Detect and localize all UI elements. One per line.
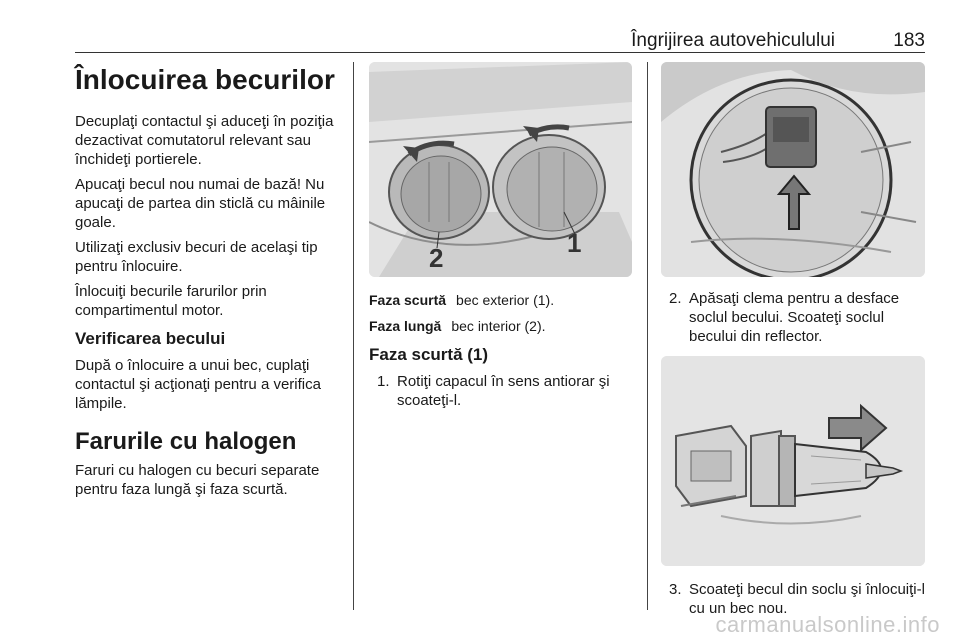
bulb-removal-figure (661, 356, 925, 566)
subheading: Faza scurtă (1) (369, 345, 489, 364)
definition-term: Faza scurtă (369, 292, 447, 308)
column-divider (353, 62, 354, 610)
paragraph: Faruri cu halogen cu becuri separate pentru faza lungă şi faza scurtă. (75, 462, 320, 498)
step-text: Rotiţi capacul în sens antiorar şi scoateţi-l. (397, 373, 610, 409)
definition-list (369, 291, 632, 336)
header-rule (75, 52, 925, 53)
callout-1: 1 (567, 228, 582, 258)
bulb-socket-illustration (661, 62, 925, 277)
headlamp-caps-figure (369, 62, 632, 277)
headlamp-caps-illustration (369, 62, 632, 277)
bulb-socket-figure (661, 62, 925, 277)
definition-item (369, 291, 632, 310)
column-2 (369, 62, 632, 410)
watermark: carmanualsonline.info (715, 612, 940, 637)
section-heading-2: Farurile cu halogen (75, 428, 297, 455)
bulb-removal-illustration (661, 356, 925, 566)
step-text: Scoateţi becul din soclu şi înlocuiţi-l cu un bec nou. (689, 581, 925, 617)
page-number: 183 (893, 30, 925, 51)
definition-desc: bec exterior (1). (456, 292, 555, 308)
callout-2: 2 (429, 243, 444, 273)
paragraph: Apucaţi becul nou numai de bază! Nu apucaţi de partea din sticlă cu mâinile goale. (75, 176, 326, 231)
definition-term: Faza lungă (369, 318, 442, 334)
paragraph: Utilizaţi exclusiv becuri de acelaşi tip pentru înlocuire. (75, 239, 318, 275)
header-title: Îngrijirea autovehiculului (631, 30, 835, 51)
section-heading: Înlocuirea becurilor (75, 64, 335, 95)
paragraph: După o înlocuire a unui bec, cuplaţi contactul şi acţionaţi pentru a verifica lămpile. (75, 357, 321, 412)
column-3 (661, 62, 925, 618)
subheading: Verificarea becului (75, 329, 226, 348)
step-text: Apăsaţi clema pentru a desface soclul becului. Scoateţi soclul becului din reflector. (689, 290, 900, 345)
step-list (369, 372, 632, 410)
definition-desc: bec interior (2). (451, 318, 546, 334)
paragraph: Decuplaţi contactul şi aduceţi în poziţia dezactivat comutatorul relevant sau închideţi portierele. (75, 113, 334, 168)
step-list (661, 289, 925, 346)
step-number: 2. (669, 290, 682, 307)
step-item (661, 289, 925, 346)
column-divider (647, 62, 648, 610)
step-number: 3. (669, 581, 682, 598)
column-1 (75, 62, 345, 505)
step-number: 1. (377, 373, 390, 390)
paragraph: Înlocuiţi becurile farurilor prin compartimentul motor. (75, 283, 267, 319)
page-header (75, 30, 925, 52)
step-item (369, 372, 632, 410)
definition-item (369, 317, 632, 336)
